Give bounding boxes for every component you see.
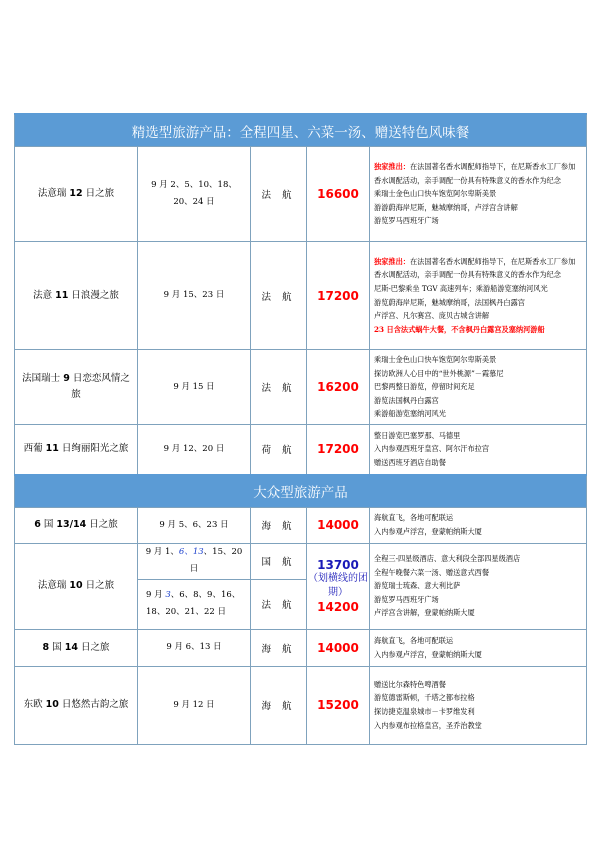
price-note: （划横线的团期） bbox=[308, 573, 368, 598]
tour-description: 海航直飞，各地可配联运 入内参观卢浮宫，登蒙帕纳斯大厦 bbox=[370, 629, 587, 666]
price: 17200 bbox=[307, 425, 370, 475]
price: 16600 bbox=[307, 147, 370, 242]
price: 16200 bbox=[307, 350, 370, 425]
tour-name: 法意瑞 10 日之旅 bbox=[15, 543, 138, 629]
airline: 法 航 bbox=[251, 147, 307, 242]
table-row bbox=[15, 425, 587, 475]
strikethrough-dates: 6、13 bbox=[178, 547, 204, 557]
tour-dates: 9 月 15 日 bbox=[138, 350, 251, 425]
tour-dates: 9 月 6、13 日 bbox=[138, 629, 251, 666]
strikethrough-dates: 3 bbox=[165, 590, 171, 600]
table-row bbox=[15, 242, 587, 350]
airline: 荷 航 bbox=[251, 425, 307, 475]
tour-description: 乘瑞士金色山口快车饱览阿尔卑斯美景 探访欧洲人心目中的“世外桃源”－霞慕尼 巴黎两整日游览，停留时间充足 游览法国枫丹白露宫 乘游船游览塞纳河风光 bbox=[370, 350, 587, 425]
airline: 法 航 bbox=[251, 579, 307, 629]
price: 17200 bbox=[307, 242, 370, 350]
tour-name: 法意 11 日浪漫之旅 bbox=[15, 242, 138, 350]
price: 14000 bbox=[307, 507, 370, 543]
tour-description: 独家推出：在法国著名香水调配师指导下，在尼斯香水工厂参加香水调配活动，亲手调配一份具有特殊意义的香水作为纪念 乘瑞士金色山口快车饱览阿尔卑斯美景 游游蔚海岸尼斯，魅城摩纳哥，卢浮宫含讲解 游览罗马西班牙广场 bbox=[370, 147, 587, 242]
table-row bbox=[15, 350, 587, 425]
tour-dates: 9 月 12 日 bbox=[138, 666, 251, 744]
airline: 法 航 bbox=[251, 242, 307, 350]
tour-description: 赠送比尔森特色啤酒餐 游览德雷斯顿，千塔之都布拉格 探访捷克温泉城市－卡罗维发利 入内参观布拉格皇宫，圣乔治教堂 bbox=[370, 666, 587, 744]
tour-dates: 9 月 5、6、23 日 bbox=[138, 507, 251, 543]
table-row bbox=[15, 543, 587, 579]
price: 15200 bbox=[307, 666, 370, 744]
price: 14000 bbox=[307, 629, 370, 666]
tour-name: 东欧 10 日悠然古韵之旅 bbox=[15, 666, 138, 744]
tour-price-table bbox=[14, 113, 587, 745]
tour-name: 8 国 14 日之旅 bbox=[15, 629, 138, 666]
tour-name: 6 国 13/14 日之旅 bbox=[15, 507, 138, 543]
table-row bbox=[15, 629, 587, 666]
table-row bbox=[15, 666, 587, 744]
tour-name: 西葡 11 日绚丽阳光之旅 bbox=[15, 425, 138, 475]
tour-dates: 9 月 2、5、10、18、20、24 日 bbox=[138, 147, 251, 242]
tour-dates: 9 月 3、6、8、9、16、18、20、21、22 日 bbox=[138, 579, 251, 629]
table-row bbox=[15, 147, 587, 242]
tour-dates: 9 月 12、20 日 bbox=[138, 425, 251, 475]
airline: 法 航 bbox=[251, 350, 307, 425]
price: 13700 （划横线的团期） 14200 bbox=[307, 543, 370, 629]
airline: 国 航 bbox=[251, 543, 307, 579]
tour-name: 法国瑞士 9 日恋恋风情之旅 bbox=[15, 350, 138, 425]
airline: 海 航 bbox=[251, 666, 307, 744]
tour-description: 全程三-四星级酒店、意大利段全部四星级酒店 全程午晚餐六菜一汤、赠送意式西餐 游览瑞士琉森、意大利比萨 游览罗马西班牙广场 卢浮宫含讲解，登蒙帕纳斯大厦 bbox=[370, 543, 587, 629]
special-note: 23 日含法式蜗牛大餐，不含枫丹白露宫及塞纳河游船 bbox=[374, 324, 545, 334]
airline: 海 航 bbox=[251, 507, 307, 543]
table-row bbox=[15, 507, 587, 543]
section-title-standard: 大众型旅游产品 bbox=[15, 475, 587, 508]
tour-description: 整日游览巴塞罗那、马德里 入内参观西班牙皇宫、阿尔汗布拉宫 赠送西班牙酒店自助餐 bbox=[370, 425, 587, 475]
tour-dates: 9 月 1、6、13、15、20 日 bbox=[138, 543, 251, 579]
tour-description: 海航直飞，各地可配联运 入内参观卢浮宫，登蒙帕纳斯大厦 bbox=[370, 507, 587, 543]
tour-description: 独家推出：在法国著名香水调配师指导下，在尼斯香水工厂参加香水调配活动，亲手调配一份具有特殊意义的香水作为纪念 尼斯-巴黎乘坐 TGV 高速列车；乘游船游览塞纳河风光 游览蔚海岸尼斯，魅城摩纳哥，法国枫丹白露宫 卢浮宫、凡尔赛宫、庞贝古城含讲解 23 日含法式蜗牛大餐，不含枫丹白露宫及塞纳河游船 bbox=[370, 242, 587, 350]
airline: 海 航 bbox=[251, 629, 307, 666]
tour-name: 法意瑞 12 日之旅 bbox=[15, 147, 138, 242]
section-title-premium: 精选型旅游产品：全程四星、六菜一汤、赠送特色风味餐 bbox=[15, 114, 587, 147]
tour-dates: 9 月 15、23 日 bbox=[138, 242, 251, 350]
